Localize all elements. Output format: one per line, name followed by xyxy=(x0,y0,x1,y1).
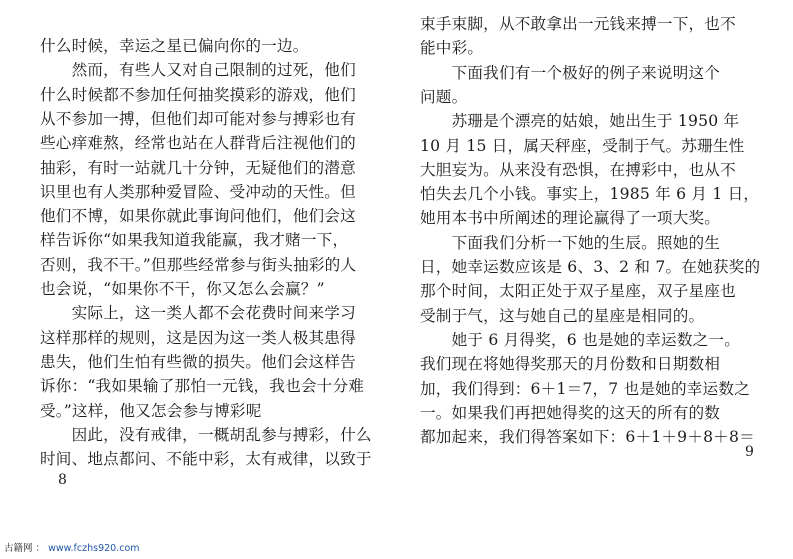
text-line: 样告诉你“如果我知道我能赢，我才赌一下， xyxy=(40,231,349,250)
text-line: 都加起来，我们得答案如下：6＋1＋9＋8＋8＝ xyxy=(420,428,755,447)
left-page xyxy=(40,0,380,540)
site-url: www.fczhs920.com xyxy=(48,543,140,554)
text-line: 苏珊是个漂亮的姑娘，她出生于 1950 年 xyxy=(420,112,740,131)
text-line: 受。”这样，他又怎会参与博彩呢 xyxy=(40,401,262,420)
text-line: 从不参加一搏，但他们却可能对参与搏彩也有 xyxy=(40,109,356,128)
text-line: 怕失去几个小钱。事实上，1985 年 6 月 1 日， xyxy=(420,185,760,204)
text-line: 那个时间，太阳正处于双子星座，双子星座也 xyxy=(420,282,736,301)
text-line: 10 月 15 日，属天秤座，受制于气。苏珊生性 xyxy=(420,136,745,155)
site-name: 古籍网 xyxy=(4,543,33,554)
text-line: 她用本书中所阐述的理论赢得了一项大奖。 xyxy=(420,209,721,228)
text-line: 也会说，“如果你不干，你又怎么会赢？” xyxy=(40,280,325,298)
text-line: 问题。 xyxy=(420,87,468,106)
text-line: 他们不博，如果你就此事询问他们，他们会这 xyxy=(40,207,356,226)
text-line: 受制于气，这与她自己的星座是相同的。 xyxy=(420,306,705,325)
text-line: 诉你：“我如果输了那怕一元钱，我也会十分难 xyxy=(40,377,365,396)
text-line: 抽彩，有时一站就几十分钟，无疑他们的潜意 xyxy=(40,158,356,177)
text-line: 什么时候都不参加任何抽奖摸彩的游戏，他们 xyxy=(40,85,356,104)
text-line: 大胆妄为。从来没有恐惧，在搏彩中，也从不 xyxy=(420,160,736,179)
text-line: 下面我们分析一下她的生辰。照她的生 xyxy=(420,233,721,252)
page-number-left: 8 xyxy=(58,472,67,488)
footer-strip xyxy=(0,540,793,559)
text-line: 因此，没有戒律，一概胡乱参与搏彩，什么 xyxy=(40,425,372,444)
text-line: 日，她幸运数应该是 6、3、2 和 7。在她获奖的 xyxy=(420,258,761,276)
text-line: 能中彩。 xyxy=(420,39,484,58)
right-page xyxy=(420,0,765,540)
text-line: 些心痒难熬，经常也站在人群背后注视他们的 xyxy=(40,134,356,153)
text-line: 然而，有些人又对自己限制的过死，他们 xyxy=(40,61,356,80)
text-line: 下面我们有一个极好的例子来说明这个 xyxy=(420,63,721,82)
text-line: 加，我们得到：6＋1＝7，7 也是她的幸运数之 xyxy=(420,379,750,398)
text-line: 她于 6 月得奖，6 也是她的幸运数之一。 xyxy=(420,330,741,349)
text-line: 什么时候，幸运之星已偏向你的一边。 xyxy=(40,37,309,55)
text-line: 束手束脚，从不敢拿出一元钱来搏一下，也不 xyxy=(420,15,736,33)
page-number-right: 9 xyxy=(745,444,754,460)
text-line: 一。如果我们再把她得奖的这天的所有的数 xyxy=(420,403,721,422)
text-line: 时间、地点都问、不能中彩，太有戒律，以致于 xyxy=(40,450,372,469)
text-line: 否则，我不干。”但那些经常参与街头抽彩的人 xyxy=(40,255,357,274)
site-watermark: 古籍网 ： www.fczhs920.com xyxy=(4,543,140,554)
text-line: 识里也有人类那种爱冒险、受冲动的天性。但 xyxy=(40,182,356,201)
text-line: 实际上，这一类人都不会花费时间来学习 xyxy=(40,304,356,323)
text-line: 我们现在将她得奖那天的月份数和日期数相 xyxy=(420,355,721,374)
text-line: 这样那样的规则，这是因为这一类人极其患得 xyxy=(40,328,356,347)
text-line: 患失，他们生怕有些微的损失。他们会这样告 xyxy=(40,352,356,371)
